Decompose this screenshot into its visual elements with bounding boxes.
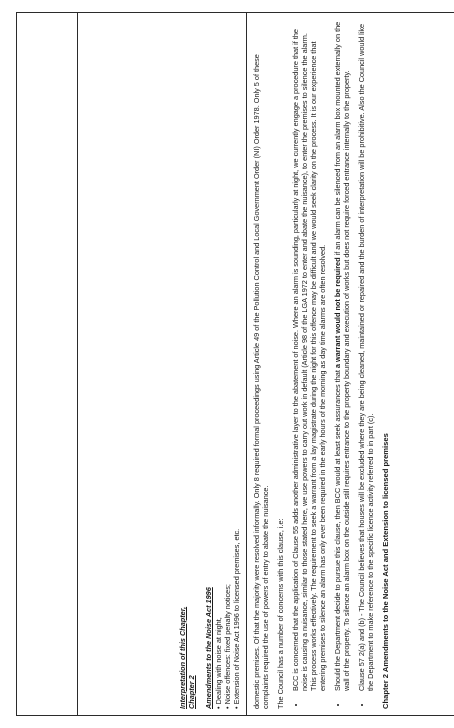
- consultation-response-table: [16, 12, 454, 716]
- concern-item: • Clause 57 2(a) and (b) - The Council believes that houses will be excluded where they are being cleaned, maintained or repaired and the burden of interpretation will be prohibitive. Also the Council would like the Department to make reference to the specific licence activity referred to in part (c).: [357, 19, 375, 695]
- amendments-item: • Noise offences: fixed penalty notices;: [223, 584, 232, 709]
- intro-paragraph: domestic premises. Of that the majority were resolved informally. Only 8 required formal proceedings using Article 49 of the Pollution Control and Local Government Order (NI) Order 1978. Only 5 of these complaints required the use of powers of entry to abate the nuisance.: [252, 54, 270, 709]
- clause-topic-cell: [78, 13, 247, 716]
- interpretation-heading: Interpretation of this Chapter,: [178, 606, 187, 709]
- concern-text: if an alarm can be silenced from an alarm box mounted externally on the wall of the property. To silence an alarm box on the outside still requires entrance to the property boundary and execution of works but does not require forced entrance internally to the property.: [333, 21, 351, 691]
- interpretation-subheading: Chapter 2: [187, 675, 196, 709]
- amendments-list: [214, 19, 241, 709]
- concern-item: • BCC is concerned that the application of Clause 55 adds another administrative layer to the abatement of noise. Where an alarm is sounding, particularly at night, we currently engage a procedure that if the noise is causing a nuisance, similar to those stated here, we use powers to carry out work in default (Article 98 of the LGA 1972 to enter and abate the nuisance), to enter the premises to silence the alarm. This process works effectively. The requirement to seek a warrant from a lay magistrate during the night for this offence may be difficult and we would seek clarity on the process. It is our experience that entering premises to silence an alarm has only ever been required in the early hours of the morning as day time alarms are often resolved.: [291, 19, 327, 695]
- council-comments-cell: [247, 13, 454, 716]
- amendments-heading: Amendments to the Noise Act 1996: [204, 587, 213, 709]
- concern-item: [333, 19, 351, 695]
- amendments-item: • Dealing with noise at night,: [214, 617, 223, 709]
- chapter-heading: Chapter 2 Amendments to the Noise Act and Extension to licensed premises: [381, 433, 390, 709]
- rotated-document-page: [16, 12, 436, 716]
- amendments-item: • Extension of Noise Act 1996 to licensed premises, etc.: [232, 528, 241, 709]
- clause-number-cell: [17, 13, 78, 716]
- concerns-list: [291, 19, 375, 709]
- concern-emphasis: a warrant would not be required: [333, 257, 342, 369]
- concerns-intro: The Council has a number of concerns with this clause, i.e:: [276, 518, 285, 709]
- concern-text: Should the Department decide to pursue this clause, then BCC would at least seek assurances that: [333, 368, 342, 691]
